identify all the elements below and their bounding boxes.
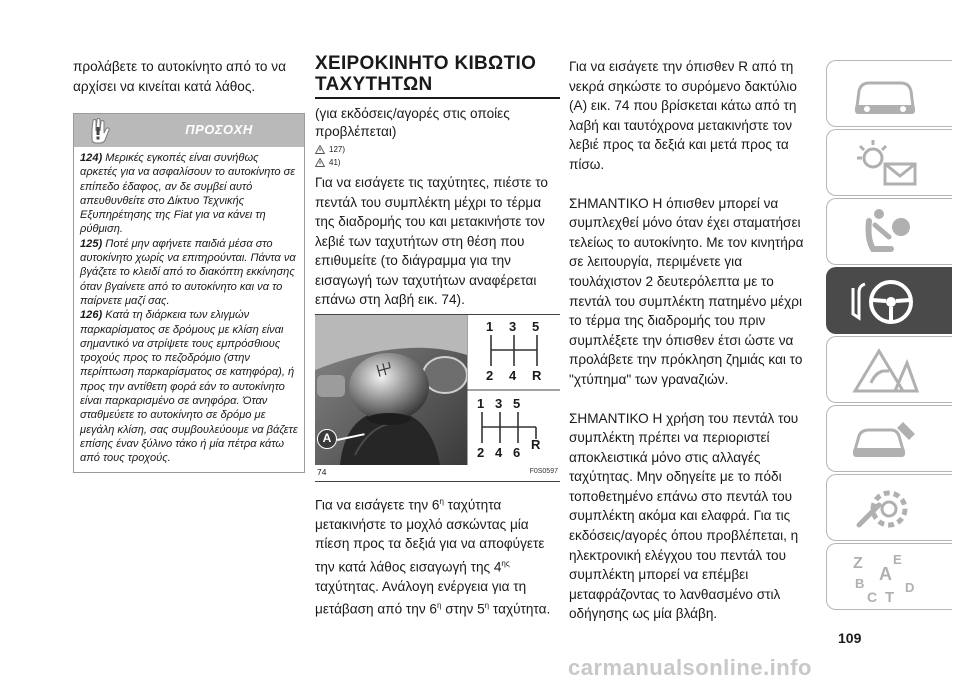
tab-warning-lights[interactable] (826, 129, 952, 196)
wrench-gear-icon (845, 481, 925, 536)
index-letter-b: B (855, 576, 865, 591)
pattern2-gear-4: 4 (495, 444, 503, 460)
watermark: carmanualsonline.info (568, 655, 812, 680)
shift-pattern-top-lines (467, 315, 560, 465)
car-dashboard-icon (845, 67, 925, 122)
pattern1-gear-r: R (532, 367, 542, 383)
gear-lever-photo (315, 315, 467, 465)
road-warning-icon (845, 343, 925, 398)
clutch-pedal-important: ΣΗΜΑΝΤΙΚΟ Η χρήση του πεντάλ του συμπλέκτη πρέπει να περιοριστεί αποκλειστικά μόνο στις αλλαγές ταχύτητας. Μην οδηγείτε με το πόδι τοποθετημένο επάνω στο πεντάλ του συμπλέκτη ακόμα και ελαφρά. Για τις εκδόσεις/αγορές όπου προβλέπεται, η ηλεκτρονική ελέγχου του πεντάλ του συμπλέκτη μπορεί να επέμβει μεταφράζοντας το λανθασμένο στιλ οδήγησης ως μία βλάβη. (569, 410, 799, 622)
warning-header (74, 114, 304, 147)
reference-41: 41) (315, 156, 560, 169)
pattern2-gear-6: 6 (513, 444, 521, 460)
page-number: 109 (838, 630, 862, 646)
pattern2-gear-5: 5 (513, 395, 521, 411)
index-letter-z: Z (853, 555, 863, 572)
warning-item-126: 126) Κατά τη διάρκεια των ελιγμών παρκαρίσματος σε δρόμους με κλίση είναι σημαντικό να στρίψετε τους εμπρόσθιους τροχούς προς το πεζοδρόμιο (στην περίπτωση παρκαρίσματος σε κατηφόρα), ή προς την αντίθετη φορά εάν το αυτοκίνητο είναι παρκαρισμένο σε ανηφόρα. Όταν σταθμεύετε το αυτοκίνητο σε δρόμο με μεγάλη κλίση, σας συμβουλεύουμε να βάζετε επίσης έναν ξύλινο τάκο ή μία πέτρα κάτω από τους τροχούς. (80, 309, 298, 465)
figure-74 (315, 314, 560, 482)
pattern1-gear-2: 2 (486, 367, 494, 383)
warning-body (74, 147, 304, 472)
tab-starting-driving[interactable] (826, 267, 952, 334)
heading-rule (315, 97, 560, 99)
section-heading: ΧΕΙΡΟΚΙΝΗΤΟ ΚΙΒΩΤΙΟ ΤΑΧΥΤΗΤΩΝ (315, 53, 537, 95)
intro-text: προλάβετε το αυτοκίνητο από το να αρχίσει να κινείται κατά λάθος. (73, 59, 286, 94)
shift-instructions: Για να εισάγετε τις ταχύτητες, πιέστε το πεντάλ του συμπλέκτη μέχρι το τέρμα της διαδρομής του και μετακινήστε τον λεβιέ των ταχυτήτων στη θέση που επιθυμείτε (το διάγραμμα για την εισαγωγή των ταχυτήτων αναφέρεται επάνω στη λαβή εικ. 74). (315, 175, 548, 307)
chapter-tabs (826, 60, 952, 612)
warning-references (315, 143, 560, 169)
callout-a: A (317, 429, 337, 449)
warning-triangle-icon (315, 145, 325, 154)
tab-safety[interactable] (826, 198, 952, 265)
tab-technical-data[interactable] (826, 474, 952, 541)
car-wrench-icon (845, 412, 925, 467)
reference-127: 127) (315, 143, 560, 156)
pattern2-gear-r: R (531, 436, 541, 452)
index-letter-d: D (905, 580, 915, 595)
right-column (569, 57, 813, 624)
tab-index[interactable] (826, 543, 952, 610)
reverse-gear-important: ΣΗΜΑΝΤΙΚΟ Η όπισθεν μπορεί να συμπλεχθεί μόνο όταν έχει σταματήσει τελείως το αυτοκίνητο. Με τον κινητήρα σε λειτουργία, περιμένετε για τουλάχιστον 2 δευτερόλεπτα με το πεντάλ του συμπλέκτη πατημένο μέχρι το τέρμα της διαδρομής του πριν συμπλέξετε την όπισθεν έτσι ώστε να προλάβετε την πρόκληση ζημιάς και το "χτύπημα" των γραναζιών. (569, 195, 804, 387)
shift-pattern-diagram (467, 315, 560, 465)
warning-item-124: 124) Μερικές εγκοπές είναι συνήθως αρκετές για να ασφαλίσουν το αυτοκίνητο σε επίπεδο έδαφος, αν δε συμβεί αυτό απευθυνθείτε στο Δίκτυο Τεχνικής Εξυπηρέτησης της Fiat για να κάνει τη ρύθμιση. (80, 152, 296, 236)
warning-title: ΠΡΟΣΟΧΗ (185, 122, 253, 137)
tab-dashboard[interactable] (826, 60, 952, 127)
warning-item-125: 125) Ποτέ μην αφήνετε παιδιά μέσα στο αυτοκίνητο χωρίς να επιτηρούνται. Πάντα να βγάζετε το κλειδί από το διακόπτη εκκίνησης όταν βγαίνετε από το αυτοκίνητο και να το παίρνετε μαζί σας. (80, 237, 296, 307)
figure-code: F0S0597 (529, 467, 558, 475)
reverse-gear-instructions: Για να εισάγετε την όπισθεν R από τη νεκρά σηκώστε το συρόμενο δακτύλιο (A) εικ. 74 που βρίσκεται κάτω από τη λαβή και ταυτόχρονα μετακινήστε τον λεβιέ προς τα δεξιά και μετά προς τα πίσω. (569, 59, 797, 172)
pattern1-gear-3: 3 (509, 318, 517, 334)
pattern2-gear-3: 3 (495, 395, 503, 411)
pattern1-gear-4: 4 (509, 367, 517, 383)
tab-maintenance[interactable] (826, 405, 952, 472)
sixth-gear-instructions: Για να εισάγετε την $6^\eta$ ταχύτητα μετακινήστε το μοχλό ασκώντας μία πίεση προς τα δεξιά για να αποφύγετε την κατά λάθος εισαγωγή της $4^{\eta\varsigma}$ ταχύτητας. Ανάλογη ενέργεια για τη μετάβαση από την $6^\eta$ στην $5^\eta$ ταχύτητα. (315, 496, 551, 617)
pattern1-gear-1: 1 (486, 318, 494, 334)
warning-hand-icon (83, 117, 113, 144)
pattern2-gear-1: 1 (477, 395, 485, 411)
pattern2-gear-2: 2 (477, 444, 485, 460)
warning-triangle-icon (315, 158, 325, 167)
index-letter-e: E (893, 552, 902, 567)
tab-emergency[interactable] (826, 336, 952, 403)
warning-box (73, 113, 305, 473)
left-column (73, 57, 305, 473)
index-letter-t: T (885, 589, 895, 605)
section-subtitle: (για εκδόσεις/αγορές στις οποίες προβλέπεται) (315, 106, 510, 139)
alphabet-index-icon (845, 550, 925, 605)
index-letter-a: A (879, 564, 892, 584)
seat-airbag-icon (845, 205, 925, 260)
warning-light-envelope-icon (845, 136, 925, 191)
figure-number: 74 (317, 466, 327, 477)
key-steering-wheel-icon (845, 274, 925, 329)
middle-column (315, 53, 560, 619)
index-letter-c: C (867, 589, 878, 605)
pattern1-gear-5: 5 (532, 318, 540, 334)
